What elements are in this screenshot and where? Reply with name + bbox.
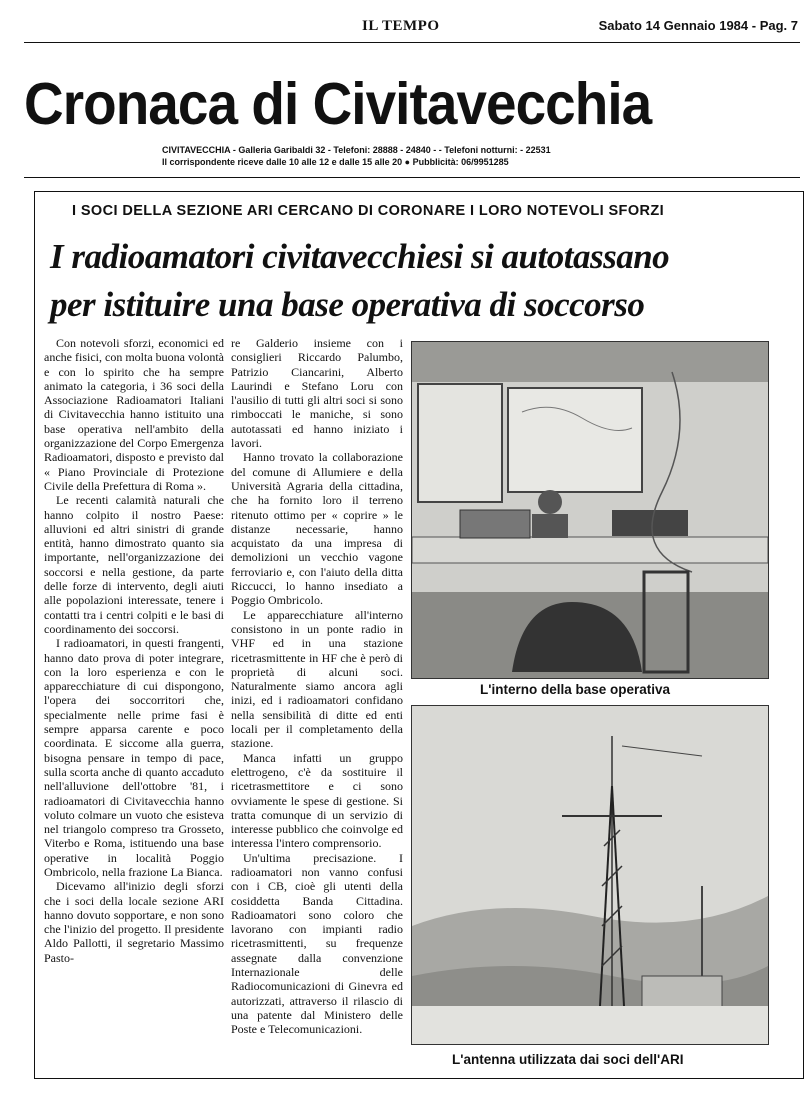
section-masthead: Cronaca di Civitavecchia bbox=[24, 71, 652, 137]
masthead-contacts bbox=[162, 144, 551, 168]
masthead-rule bbox=[24, 177, 800, 178]
article-column-2 bbox=[231, 336, 403, 1037]
paragraph: Le recenti calamità naturali che hanno colpito il nostro Paese: alluvioni ed altri sinistri di grande entità, hanno dimostrato quanto sia importante, nell'organizzazione dei soccorsi e nella gestione, da parte delle forze di intervento, degli aiuti alle popolazioni interessate, tenere i contatti tra i centri colpiti e le basi di coordinamento dei soccorsi. bbox=[44, 493, 224, 636]
paragraph: Hanno trovato la collaborazione del comune di Allumiere e della Università Agraria della cittadina, che ha fornito loro il terreno ritenuto ottimo per « coprire » le distanze necessarie, hanno acquistato da una impresa di demolizioni un vecchio vagone ferroviario e, con l'aiuto della ditta Riccucci, lo hanno insediato a Poggio Ombricolo. bbox=[231, 450, 403, 608]
article-column-1 bbox=[44, 336, 224, 965]
paragraph: re Galderio insieme con i consiglieri Riccardo Palumbo, Patrizio Ciancarini, Alberto Laurindi e Stefano Loru con l'ausilio di tutti gli altri soci si sono rimboccati le maniche, si sono autotassati ed hanno iniziato i lavori. bbox=[231, 336, 403, 451]
article-headline bbox=[50, 233, 770, 329]
issue-date-page: Sabato 14 Gennaio 1984 - Pag. 7 bbox=[598, 18, 798, 33]
headline-line: I radioamatori civitavecchiesi si autotassano bbox=[50, 237, 670, 276]
photo-caption: L'interno della base operativa bbox=[480, 682, 671, 697]
headline-line: per istituire una base operativa di soccorso bbox=[50, 285, 645, 324]
paragraph: Manca infatti un gruppo elettrogeno, c'è da sostituire il ricetrasmettitore e ci sono ovviamente le spese di gestione. Si tratta comunque di un servizio di interesse pubblico che coinvolge ed interessa l'intero comprensorio. bbox=[231, 750, 403, 851]
paragraph: Dicevamo all'inizio degli sforzi che i soci della locale sezione ARI hanno dovuto sopportare, e non sono che l'inizio del progetto. Il presidente Aldo Pallotti, il segretario Massimo Pasto- bbox=[44, 879, 224, 965]
contact-line: CIVITAVECCHIA - Galleria Garibaldi 32 - Telefoni: 28888 - 24840 - - Telefoni notturni: - 22531 bbox=[162, 145, 551, 155]
paragraph: Con notevoli sforzi, economici ed anche fisici, con molta buona volontà e con lo spirito che ha sempre animato la categoria, i 36 soci della Associazione Radioamatori Italiani di Civitavecchia hanno istituito una base operativa nell'ambito della organizzazione del Corpo Emergenza Radioamatori, disposto e previsto dal « Piano Provinciale di Protezione Civile della Prefettura di Roma ». bbox=[44, 336, 224, 493]
newspaper-name: IL TEMPO bbox=[362, 18, 440, 34]
paragraph: Le apparecchiature all'interno consistono in un ponte radio in VHF ed in una stazione ricetrasmittente in HF che è però di proprietà di alcuni soci. Naturalmente siamo ancora agli inizi, ed i radioamatori confidano nella sensibilità di ditte ed enti locali per il completamento della stazione. bbox=[231, 607, 403, 751]
article-kicker: I SOCI DELLA SEZIONE ARI CERCANO DI CORONARE I LORO NOTEVOLI SFORZI bbox=[72, 203, 665, 219]
photo-antenna bbox=[411, 705, 769, 1045]
header-rule bbox=[24, 42, 800, 43]
paragraph: I radioamatori, in questi frangenti, hanno dato prova di poter integrare, con la loro esperienza e con le apparecchiature di cui dispongono, l'opera dei soccorritori che, specialmente nelle prime fasi è sempre apparsa carente e poco coordinata. E siccome alla guerra, bisogna pensare in tempo di pace, sulla scorta anche di quanto accaduto nell'alluvione dell'ottobre '81, i radioamatori di Civitavecchia hanno voluto colmare un vuoto che esisteva nel triangolo compreso tra Grosseto, Viterbo e Roma, istituendo una base operative in località Poggio Ombricolo, nella frazione La Bianca. bbox=[44, 636, 224, 879]
contact-line: Il corrispondente riceve dalle 10 alle 12 e dalle 15 alle 20 ● Pubblicità: 06/9951285 bbox=[162, 157, 509, 167]
photo-caption: L'antenna utilizzata dai soci dell'ARI bbox=[452, 1052, 684, 1067]
photo-interior bbox=[411, 341, 769, 679]
paragraph: Un'ultima precisazione. I radioamatori non vanno confusi con i CB, cioè gli utenti della cosiddetta Banda Cittadina. Radioamatori sono coloro che lavorano con impianti radio ricetrasmittenti, su frequenze assegnate dalla convenzione Internazionale delle Radiocomunicazioni di Ginevra ed autorizzati, attraverso il rilascio di una patente dal Ministero delle Poste e Telecomunicazioni. bbox=[231, 850, 403, 1037]
